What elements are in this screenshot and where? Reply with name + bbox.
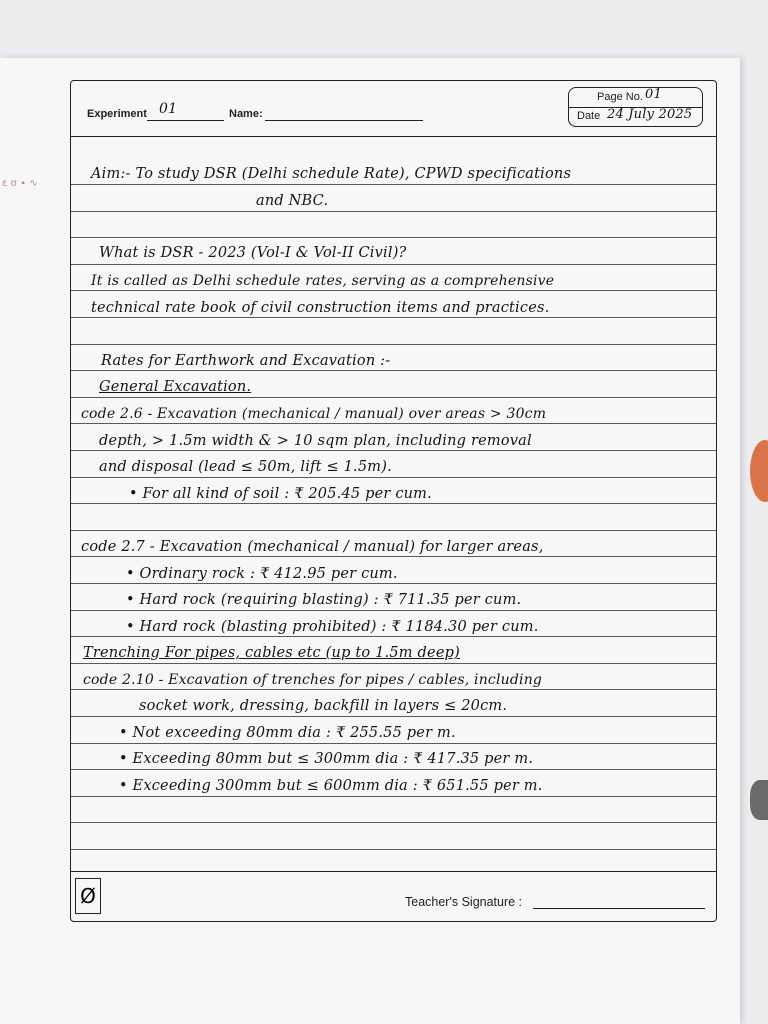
ruled-line <box>71 583 716 584</box>
code-2-10-item-3: • Exceeding 300mm but ≤ 600mm dia : ₹ 651.55 per m. <box>119 778 543 794</box>
page-date-box <box>568 87 703 127</box>
margin-scribble: ε ʊ ∙ ∿ <box>2 178 38 189</box>
aim-line-1: Aim:- To study DSR (Delhi schedule Rate), CPWD specifications <box>91 166 572 182</box>
code-2-7-item-3: • Hard rock (blasting prohibited) : ₹ 1184.30 per cum. <box>126 619 539 635</box>
answer-line-2: technical rate book of civil construction items and practices. <box>91 300 550 316</box>
experiment-label: Experiment <box>87 108 147 120</box>
code-2-10-line-1: code 2.10 - Excavation of trenches for pipes / cables, including <box>83 672 543 688</box>
ruled-line <box>71 317 716 318</box>
ruled-line <box>71 743 716 744</box>
ruled-line <box>71 636 716 637</box>
ruled-line <box>71 849 716 850</box>
code-2-7-item-1: • Ordinary rock : ₹ 412.95 per cum. <box>126 566 398 582</box>
ruled-line <box>71 370 716 371</box>
ruled-line <box>71 423 716 424</box>
code-2-7-item-2: • Hard rock (requiring blasting) : ₹ 711.35 per cum. <box>126 592 522 608</box>
aim-line-2: and NBC. <box>256 193 329 209</box>
code-2-10-item-2: • Exceeding 80mm but ≤ 300mm dia : ₹ 417.35 per m. <box>119 751 534 767</box>
date-label: Date <box>577 110 601 122</box>
ruled-line <box>71 477 716 478</box>
code-2-6-line-2: depth, > 1.5m width & > 10 sqm plan, including removal <box>99 433 532 449</box>
code-2-6-line-3: and disposal (lead ≤ 50m, lift ≤ 1.5m). <box>99 459 392 475</box>
answer-line-1: It is called as Delhi schedule rates, serving as a comprehensive <box>91 273 555 289</box>
ruled-line <box>71 689 716 690</box>
ruled-line <box>71 769 716 770</box>
ruled-line <box>71 796 716 797</box>
notebook-logo <box>75 878 101 914</box>
experiment-number: 01 <box>159 101 178 117</box>
ruled-line <box>71 211 716 212</box>
ruled-line <box>71 450 716 451</box>
ruled-line <box>71 397 716 398</box>
subsection-heading: General Excavation. <box>99 379 252 395</box>
code-2-7-line: code 2.7 - Excavation (mechanical / manual) for larger areas, <box>81 539 544 555</box>
ruled-line <box>71 530 716 531</box>
code-2-10-item-1: • Not exceeding 80mm dia : ₹ 255.55 per m. <box>119 725 456 741</box>
ruled-line <box>71 663 716 664</box>
ruled-line <box>71 503 716 504</box>
ruled-line <box>71 344 716 345</box>
signature-label: Teacher's Signature : <box>405 895 523 909</box>
ruled-line <box>71 822 716 823</box>
page-no-value: 01 <box>645 87 662 102</box>
ruled-line <box>71 237 716 238</box>
date-value: 24 July 2025 <box>607 107 693 122</box>
background-clip <box>750 780 768 820</box>
ruled-line <box>71 184 716 185</box>
ruled-line <box>71 610 716 611</box>
name-field <box>265 120 423 121</box>
background-object <box>750 440 768 502</box>
signature-field <box>533 908 705 909</box>
code-2-6-line-1: code 2.6 - Excavation (mechanical / manual) over areas > 30cm <box>81 406 547 422</box>
question-line: What is DSR - 2023 (Vol-I & Vol-II Civil)? <box>99 245 407 261</box>
trenching-heading: Trenching For pipes, cables etc (up to 1.5m deep) <box>83 645 460 661</box>
name-label: Name: <box>229 108 263 120</box>
code-2-10-line-2: socket work, dressing, backfill in layers ≤ 20cm. <box>139 698 508 714</box>
ruled-line <box>71 290 716 291</box>
page-no-label: Page No. <box>597 91 643 103</box>
ruled-line <box>71 556 716 557</box>
logo-glyph-icon: Ø <box>80 884 96 908</box>
code-2-6-item: • For all kind of soil : ₹ 205.45 per cum. <box>129 486 432 502</box>
ruled-line <box>71 264 716 265</box>
page-frame <box>70 80 717 922</box>
section-heading: Rates for Earthwork and Excavation :- <box>101 353 391 369</box>
ruled-line <box>71 716 716 717</box>
